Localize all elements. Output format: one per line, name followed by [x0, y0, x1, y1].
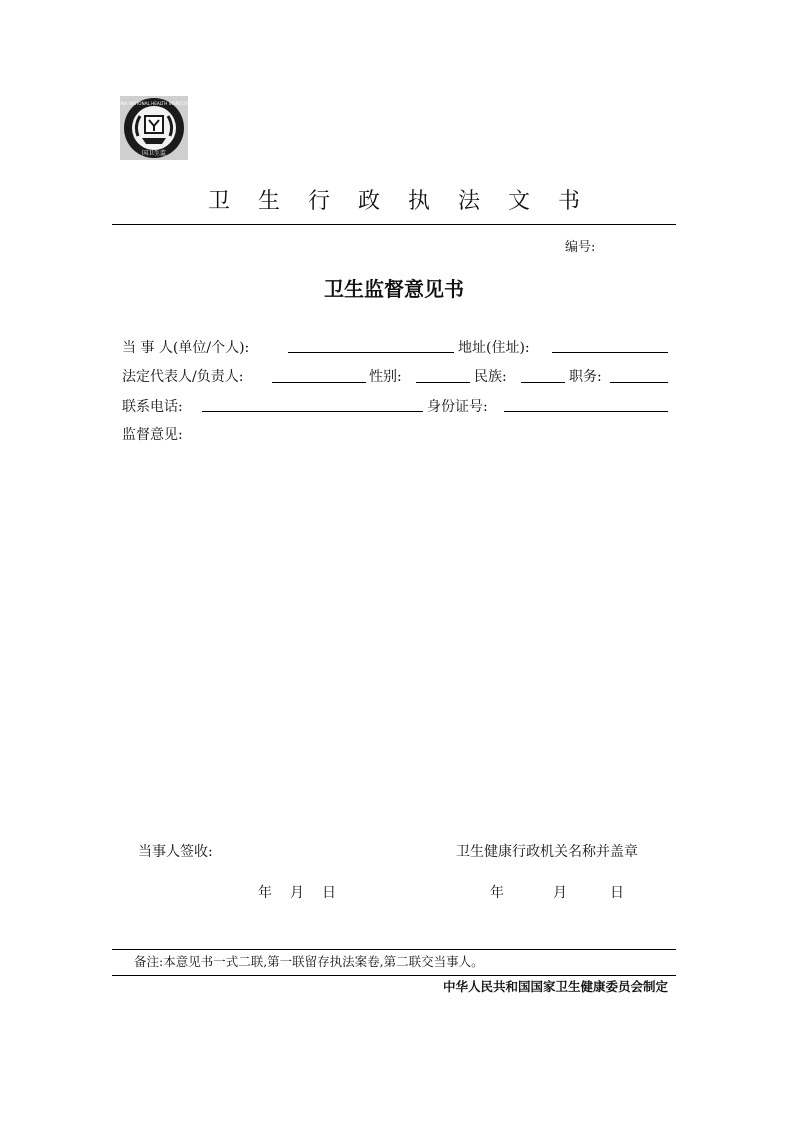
gender-label: 性别:: [369, 369, 402, 385]
position-field[interactable]: [610, 382, 668, 383]
footer-divider-top: [112, 949, 676, 950]
party-field[interactable]: [288, 352, 454, 353]
agency-sign-label: 卫生健康行政机关名称并盖章: [456, 844, 638, 860]
id-field[interactable]: [504, 411, 668, 412]
ethnicity-field[interactable]: [521, 382, 565, 383]
id-label: 身份证号:: [427, 399, 488, 415]
position-label: 职务:: [569, 369, 602, 385]
party-year-label: 年: [258, 885, 272, 901]
party-month-label: 月: [290, 885, 304, 901]
gender-field[interactable]: [416, 382, 470, 383]
document-title: 卫生监督意见书: [324, 277, 464, 301]
party-day-label: 日: [322, 885, 336, 901]
opinion-label: 监督意见:: [122, 427, 183, 443]
doc-number-label: 编号:: [565, 240, 596, 255]
footer-divider-bottom: [112, 975, 676, 976]
phone-label: 联系电话:: [122, 399, 183, 415]
address-label: 地址(住址):: [458, 340, 530, 356]
party-sign-label: 当事人签收:: [138, 844, 213, 860]
svg-text:国卫生监: 国卫生监: [141, 150, 167, 157]
agency-day-label: 日: [610, 885, 624, 901]
party-label: 当 事 人(单位/个人):: [122, 340, 250, 356]
address-field[interactable]: [552, 352, 668, 353]
svg-text:CHINA NATIONAL HEALTH INSPECTI: CHINA NATIONAL HEALTH INSPECTION: [114, 101, 194, 106]
issuer-statement: 中华人民共和国国家卫生健康委员会制定: [442, 979, 668, 994]
health-inspection-emblem-icon: [114, 96, 194, 160]
legal-rep-label: 法定代表人/负责人:: [122, 369, 244, 385]
ethnicity-label: 民族:: [474, 369, 507, 385]
legal-rep-field[interactable]: [272, 382, 366, 383]
phone-field[interactable]: [202, 411, 423, 412]
opinion-area[interactable]: [122, 450, 668, 830]
header-title: 卫生行政执法文书: [207, 189, 608, 214]
agency-year-label: 年: [490, 885, 504, 901]
agency-month-label: 月: [553, 885, 567, 901]
header-divider: [112, 224, 676, 225]
remark-note: 备注:本意见书一式二联,第一联留存执法案卷,第二联交当事人。: [134, 954, 484, 969]
